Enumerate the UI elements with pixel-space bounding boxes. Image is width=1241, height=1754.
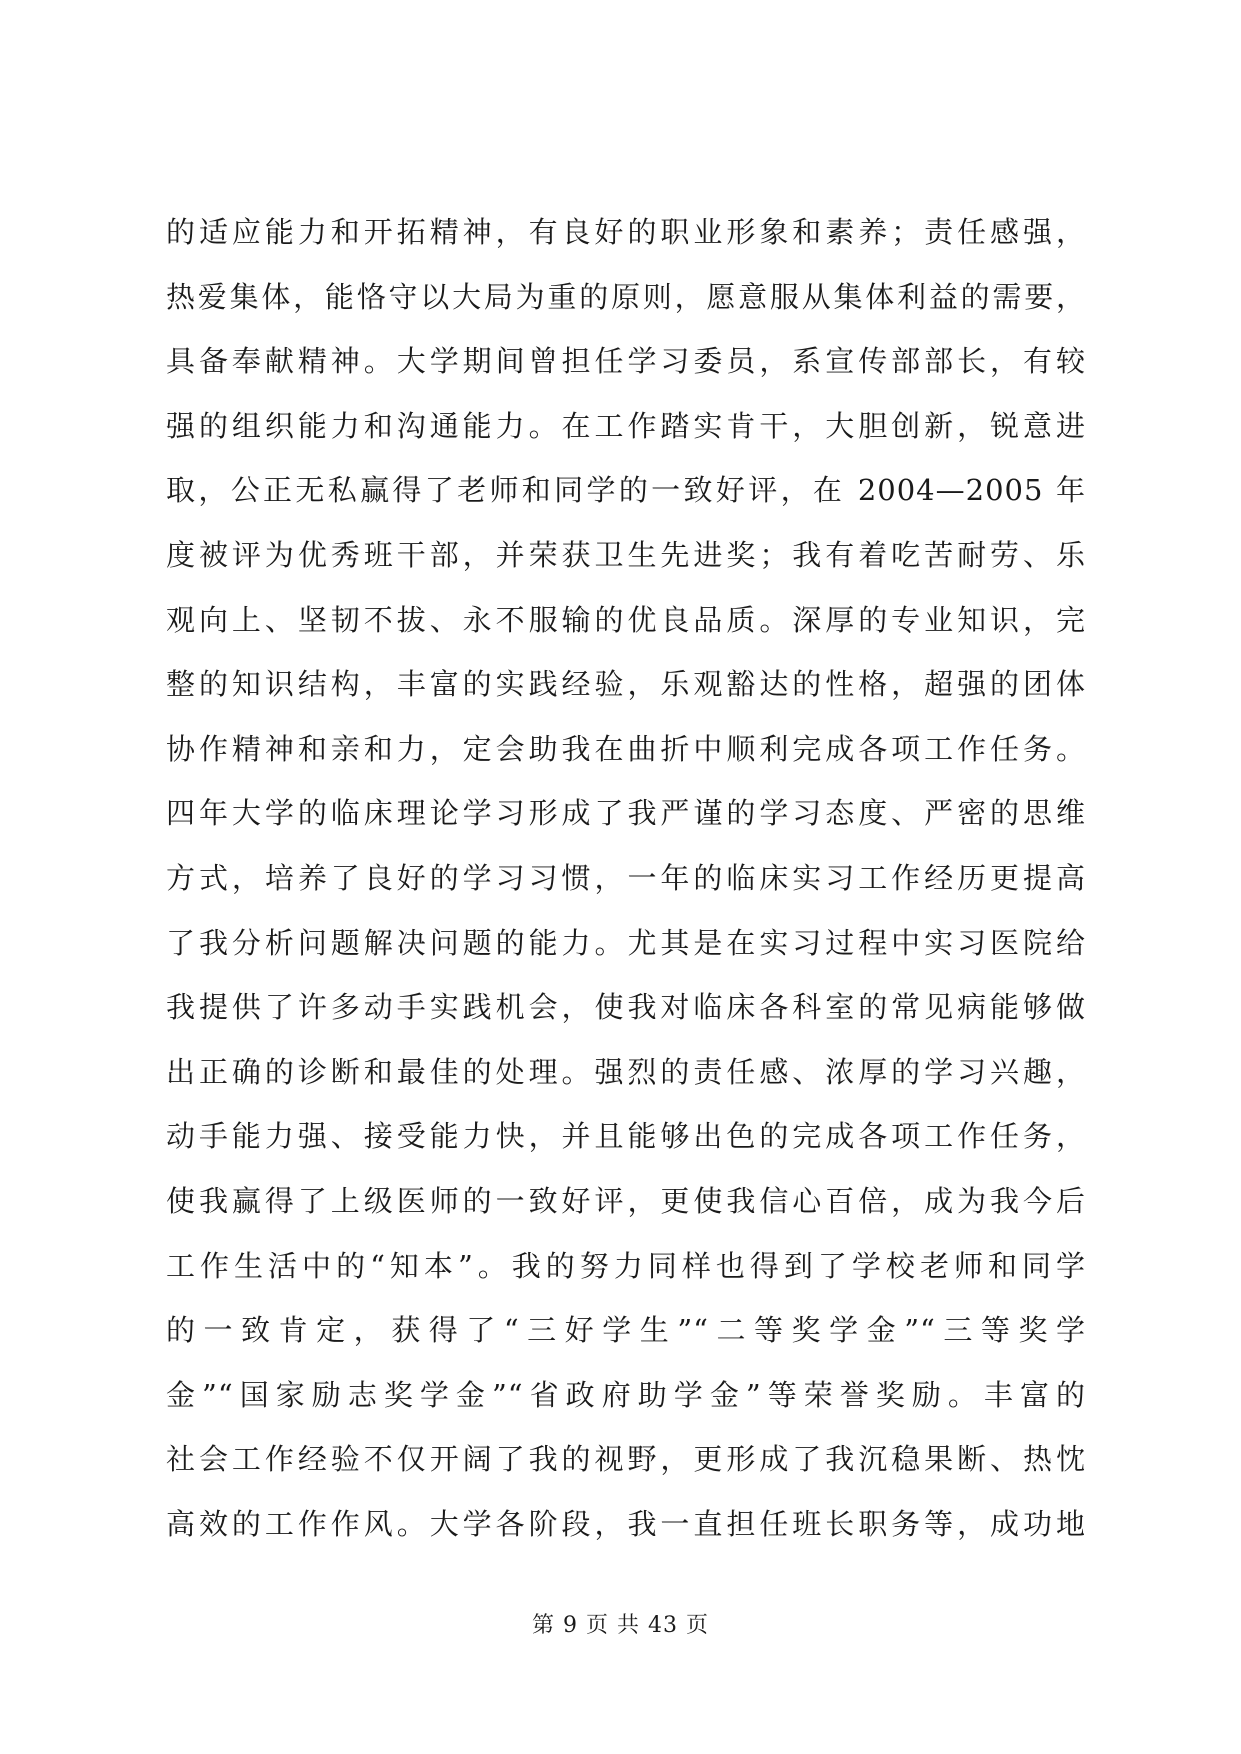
text-line: 的一致肯定，获得了“三好学生”“二等奖学金”“三等奖学 <box>166 1313 1086 1348</box>
text-line: 整的知识结构，丰富的实践经验，乐观豁达的性格，超强的团体 <box>166 667 1086 702</box>
body-paragraph <box>166 200 1086 1556</box>
text-line: 四年大学的临床理论学习形成了我严谨的学习态度、严密的思维 <box>166 796 1086 831</box>
text-line: 度被评为优秀班干部，并荣获卫生先进奖；我有着吃苦耐劳、乐 <box>166 537 1086 572</box>
text-line: 社会工作经验不仅开阔了我的视野，更形成了我沉稳果断、热忱 <box>166 1442 1086 1477</box>
text-line: 的适应能力和开拓精神，有良好的职业形象和素养；责任感强， <box>166 215 1086 249</box>
text-line: 高效的工作作风。大学各阶段，我一直担任班长职务等，成功地 <box>166 1506 1086 1541</box>
text-line: 我提供了许多动手实践机会，使我对临床各科室的常见病能够做 <box>166 990 1086 1025</box>
page-number-footer: 第 9 页 共 43 页 <box>532 1613 709 1638</box>
text-line: 热爱集体，能恪守以大局为重的原则，愿意服从集体利益的需要， <box>166 279 1086 314</box>
text-line: 协作精神和亲和力，定会助我在曲折中顺利完成各项工作任务。 <box>166 731 1086 766</box>
text-line: 动手能力强、接受能力快，并且能够出色的完成各项工作任务， <box>166 1119 1086 1154</box>
text-line: 方式，培养了良好的学习习惯，一年的临床实习工作经历更提高 <box>166 860 1086 895</box>
text-line: 具备奉献精神。大学期间曾担任学习委员，系宣传部部长，有较 <box>166 344 1086 379</box>
text-line: 工作生活中的“知本”。我的努力同样也得到了学校老师和同学 <box>166 1248 1086 1283</box>
text-line: 取，公正无私赢得了老师和同学的一致好评，在 2004—2005 年 <box>166 473 1086 508</box>
text-line: 出正确的诊断和最佳的处理。强烈的责任感、浓厚的学习兴趣， <box>166 1054 1086 1089</box>
text-line: 金”“国家励志奖学金”“省政府助学金”等荣誉奖励。丰富的 <box>166 1377 1086 1412</box>
text-line: 观向上、坚韧不拔、永不服输的优良品质。深厚的专业知识，完 <box>166 602 1086 637</box>
text-line: 强的组织能力和沟通能力。在工作踏实肯干，大胆创新，锐意进 <box>166 408 1086 443</box>
text-line: 使我赢得了上级医师的一致好评，更使我信心百倍，成为我今后 <box>166 1183 1086 1218</box>
text-line: 了我分析问题解决问题的能力。尤其是在实习过程中实习医院给 <box>166 925 1086 960</box>
